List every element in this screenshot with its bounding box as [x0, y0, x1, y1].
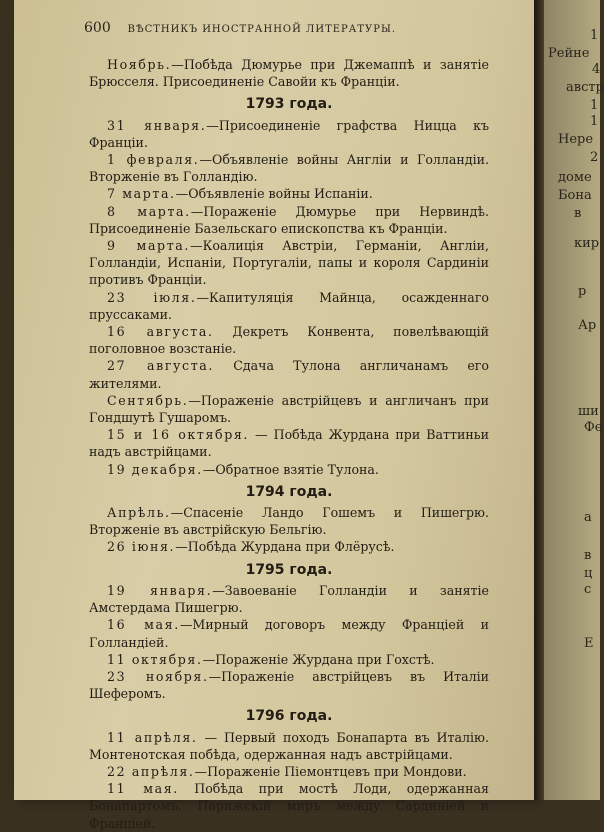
right-fragment: Нере: [558, 132, 594, 147]
entry-1793-9: [89, 426, 489, 460]
entry-1795-2: [89, 651, 489, 668]
right-fragment: в: [584, 548, 592, 563]
right-fragment: 1: [590, 98, 599, 113]
right-fragment: Ар: [578, 318, 597, 333]
entry-date: 7 марта.: [107, 186, 176, 202]
entry-1793-7: [89, 357, 489, 391]
entry-1793-3: [89, 203, 489, 237]
entry-text: Побѣда при мостѣ Лоди, одержанная Бонапартомъ. Парижскій миръ между Сардиніей и Франціей.: [89, 781, 489, 831]
entry-text: —Спасеніе Ландо Гошемъ и Пишегрю. Вторженіе въ австрійскую Бельгію.: [89, 505, 489, 538]
entry-date: Ноябрь.: [107, 57, 172, 72]
entry-text: —Побѣда Дюмурье при Джемаппѣ и занятіе Брюсселя. Присоединеніе Савойи къ Франціи.: [89, 57, 489, 90]
entry-text: Сдача Тулона англичанамъ его жителями.: [89, 358, 489, 391]
right-fragment: австр: [566, 80, 604, 95]
entry-text: Декретъ Конвента, повелѣвающій поголовное возстаніе.: [89, 324, 489, 357]
entry-text: —Пораженіе Дюмурье при Нервиндѣ. Присоединеніе Базельскаго епископства къ Франціи.: [89, 203, 489, 236]
entry-1795-0: [89, 582, 489, 616]
entry-1793-2: [89, 185, 489, 202]
entry-1793-0: [89, 117, 489, 151]
entry-1796-1: [89, 763, 489, 780]
entry-1794-0: [89, 504, 489, 538]
right-fragment: Бона: [558, 188, 592, 203]
entry-text: —Завоеваніе Голландіи и занятіе Амстердама Пишегрю.: [89, 582, 489, 616]
right-fragment: в: [574, 206, 582, 221]
entry-1793-1: [89, 151, 489, 185]
entry-text: —Объявленіе войны Испаніи.: [175, 186, 373, 202]
entry-1793-6: [89, 323, 489, 357]
year-heading-1795: 1795 года.: [245, 561, 333, 578]
right-fragment: ши: [578, 404, 599, 419]
year-heading-1796: 1796 года.: [245, 708, 333, 725]
entry-date: 8 марта.: [107, 203, 191, 219]
entry-text: —Мирный договоръ между Франціей и Голландіей.: [89, 617, 489, 650]
right-fragment: 4: [592, 62, 601, 77]
right-fragment: р: [578, 284, 587, 299]
right-fragment: ц: [584, 566, 593, 581]
right-fragment: а: [584, 510, 592, 525]
right-fragment: 1: [590, 28, 599, 43]
year-heading-1793: 1793 года.: [245, 96, 333, 113]
entry-date: 22 апрѣля.: [107, 763, 195, 779]
right-fragment: с: [584, 582, 592, 597]
entry-text: —Присоединеніе графства Ницца къ Франціи.: [89, 117, 489, 150]
entry-1794-1: [89, 538, 489, 555]
entry-1793-8: [89, 392, 489, 426]
entry-date: 16 мая.: [107, 617, 180, 633]
left-book-page: [14, 0, 534, 831]
entry-date: 19 января.: [107, 582, 213, 598]
entry-1793-4: [89, 237, 489, 289]
entry-date: 31 января.: [107, 117, 207, 133]
entry-text: — Побѣда Журдана при Ваттиньи надъ австрійцами.: [89, 427, 489, 460]
entry-date: 16 августа.: [107, 324, 214, 340]
entry-date: 15 и 16 октября.: [107, 427, 250, 443]
entry-date: 1 февраля.: [107, 152, 200, 168]
running-title: ВѢСТНИКЪ ИНОСТРАННОЙ ЛИТЕРАТУРЫ.: [127, 24, 396, 35]
entry-text: —Капитуляція Майнца, осажденнаго пруссаками.: [89, 289, 489, 322]
entry-text: —Пораженіе австрійцевъ въ Италіи Шеферомъ.: [89, 668, 489, 702]
page-number: 600: [84, 20, 111, 36]
page-header: [84, 20, 516, 36]
entry-text: —Обратное взятіе Тулона.: [202, 461, 379, 477]
entry-text: — Первый походъ Бонапарта въ Италію. Монтенотская побѣда, одержанная надъ австрійцами.: [89, 729, 489, 762]
right-fragment: доме: [558, 170, 592, 185]
entry-date: Апрѣль.: [107, 505, 171, 521]
entry-1796-0: [89, 729, 489, 763]
entry-text: —Коалиція Австріи, Германіи, Англіи, Голландіи, Испаніи, Португаліи, папы и короля Сардиніи противъ Франціи.: [89, 238, 489, 288]
chronology-text: [89, 56, 489, 832]
entry-date: 11 апрѣля.: [107, 729, 198, 745]
right-fragment: 2: [590, 150, 599, 165]
entry-date: 11 октября.: [107, 651, 203, 667]
entry-1796-2: [89, 780, 489, 832]
entry-text: —Объявленіе войны Англіи и Голландіи. Вторженіе въ Голландію.: [89, 152, 489, 185]
entry-1795-3: [89, 668, 489, 702]
entry-date: 27 августа.: [107, 358, 214, 374]
entry-1795-1: [89, 616, 489, 650]
entry-date: 26 іюня.: [107, 539, 176, 555]
book-gutter: [534, 0, 544, 800]
entry-date: 11 мая.: [107, 781, 179, 797]
right-fragment: Е: [584, 636, 594, 651]
entry-text: —Побѣда Журдана при Флёрусѣ.: [175, 539, 395, 555]
year-heading-1794: 1794 года.: [245, 483, 333, 500]
right-book-page-edge: [544, 0, 604, 800]
entry-text: —Пораженіе Журдана при Гохстѣ.: [202, 651, 435, 667]
entry-intro: [89, 56, 489, 90]
right-fragment: кир: [574, 236, 600, 251]
entry-1793-5: [89, 289, 489, 323]
right-fragment: Рейне: [548, 46, 590, 61]
entry-text: —Пораженіе Піемонтцевъ при Мондови.: [194, 763, 467, 779]
entry-date: Сентябрь.: [107, 392, 189, 408]
entry-date: 19 декабря.: [107, 461, 203, 477]
entry-date: 23 ноября.: [107, 668, 209, 684]
entry-1793-10: [89, 461, 489, 478]
entry-text: —Пораженіе австрійцевъ и англичанъ при Гондшутѣ Гушаромъ.: [89, 392, 489, 426]
right-fragment: Фе: [584, 420, 603, 435]
entry-date: 9 марта.: [107, 238, 190, 254]
right-fragment: 1: [590, 114, 599, 129]
entry-date: 23 іюля.: [107, 289, 197, 305]
